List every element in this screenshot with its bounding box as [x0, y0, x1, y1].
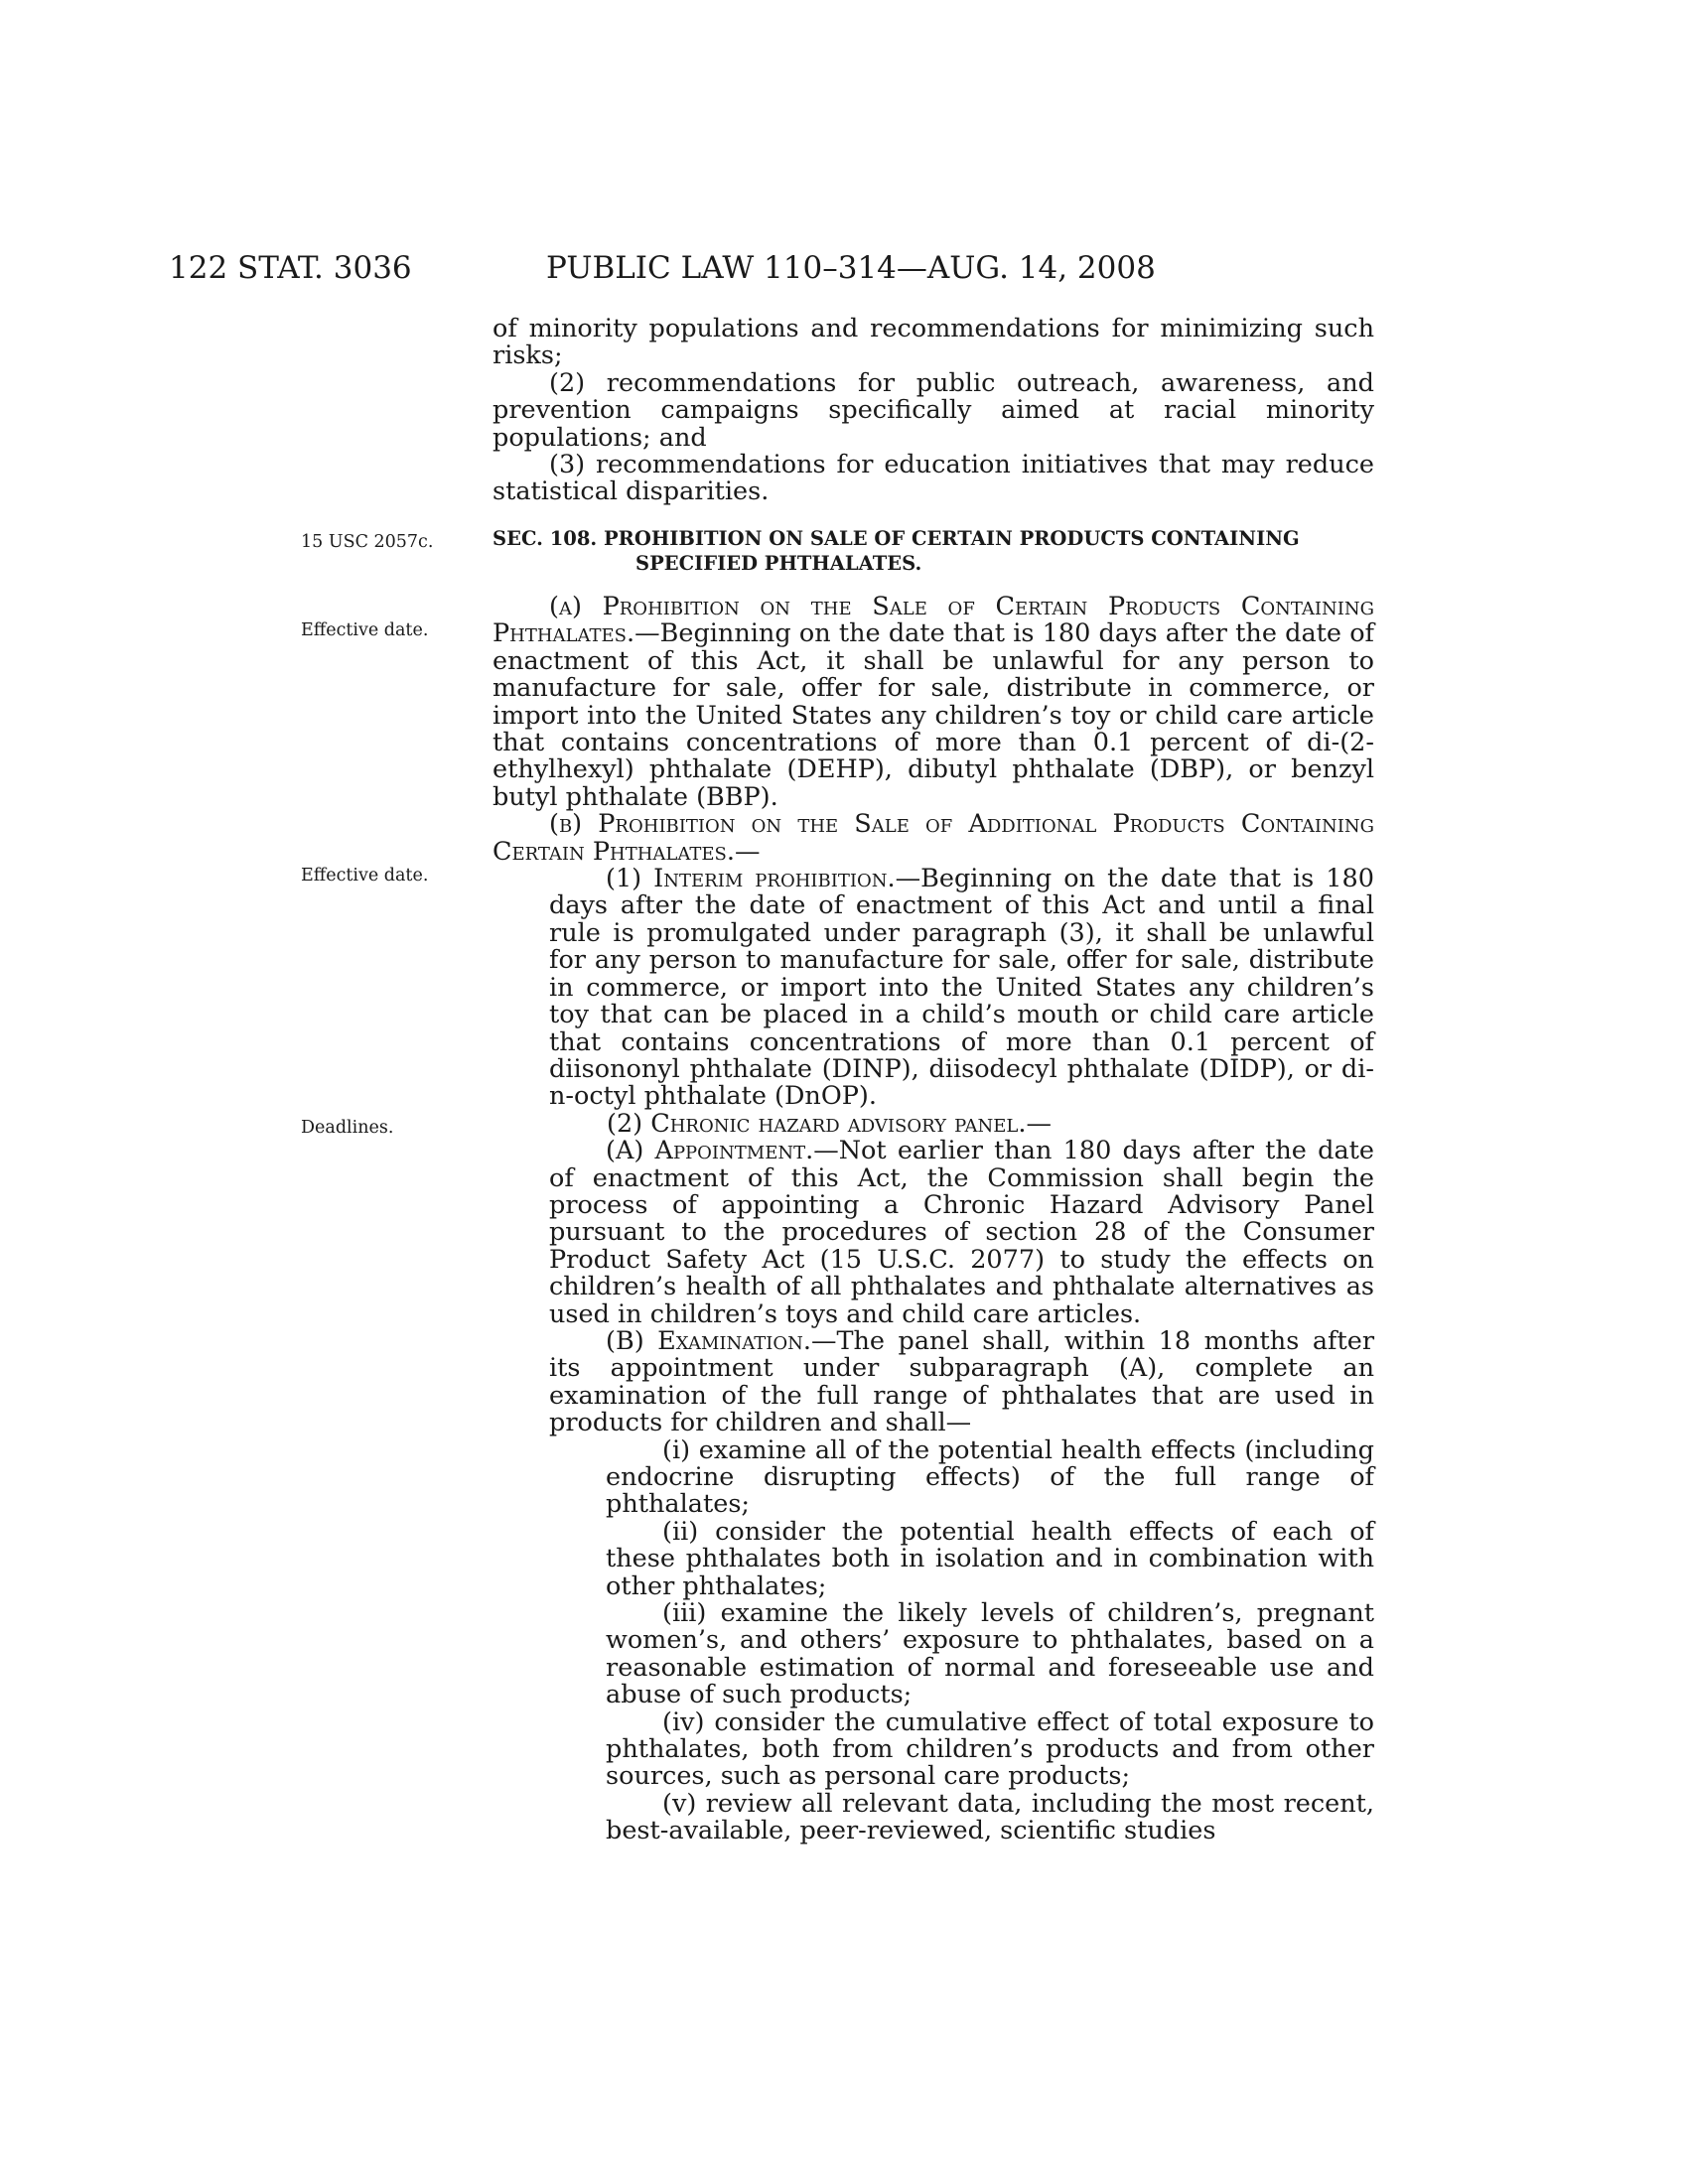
intro-block [492, 316, 1374, 506]
subparagraph-A-heading: (A) Appointment. [606, 1136, 814, 1166]
section-body [492, 594, 1374, 1845]
subparagraph-A-text: —Not earlier than 180 days after the date of enactment of this Act, the Commission shall begin the process of appointing a Chronic Hazard Advisory Panel pursuant to the procedures of section 28 of the Consumer Product Safety Act (15 U.S.C. 2077) to study the effects on children’s health of all phthalates and phthalate alternatives as used in children’s toys and child care articles. [549, 1136, 1374, 1329]
subparagraph-group [549, 1138, 1374, 1845]
paragraph-1-heading: (1) Interim prohibition. [606, 864, 896, 894]
section-title [492, 526, 1374, 576]
intro-paragraph-3: (3) recommendations for education initiatives that may reduce statistical disparities. [492, 450, 1374, 507]
clause-ii: (ii) consider the potential health effects of each of these phthalates both in isolation and in combination with other phthalates; [606, 1516, 1374, 1601]
subparagraph-B [549, 1325, 1375, 1438]
paragraph-1 [492, 866, 1374, 1111]
section-title-line-1: SEC. 108. PROHIBITION ON SALE OF CERTAIN PRODUCTS CONTAINING [492, 527, 1300, 550]
margin-note-effective-date-a: Effective date. [301, 620, 429, 640]
subsection-b [492, 811, 1374, 866]
running-header-title: PUBLIC LAW 110–314—AUG. 14, 2008 [546, 250, 1156, 286]
paragraph-2-heading: (2) Chronic hazard advisory panel. [607, 1108, 1027, 1139]
page-stat-citation: 122 STAT. 3036 [169, 250, 412, 286]
paragraph-2-dash: — [1026, 1108, 1052, 1139]
section-title-line-2: SPECIFIED PHTHALATES. [635, 552, 922, 575]
clause-v: (v) review all relevant data, including the most recent, best-available, peer-reviewed, scientific studies [606, 1788, 1374, 1846]
subsection-b-heading: (b) Prohibition on the Sale of Additional Products Containing Certain Phthalates. [492, 809, 1374, 867]
margin-note-usc: 15 USC 2057c. [301, 532, 434, 552]
margin-note-deadlines: Deadlines. [301, 1118, 394, 1138]
intro-paragraph-2: (2) recommendations for public outreach, awareness, and prevention campaigns specifically aimed at racial minority populations; and [492, 367, 1374, 453]
subparagraph-B-heading: (B) Examination. [606, 1325, 811, 1356]
subsection-a-text: —Beginning on the date that is 180 days after the date of enactment of this Act, it shall be unlawful for any person to manufacture for sale, offer for sale, distribute in commerce, or import into the United States any children’s toy or child care article that contains concentrations of more than 0.1 percent of di-(2-ethylhexyl) phthalate (DEHP), dibutyl phthalate (DBP), or benzyl butyl phthalate (BBP). [492, 618, 1374, 812]
clause-i: (i) examine all of the potential health effects (including endocrine disrupting effects) of the full range of phthalates; [606, 1434, 1374, 1520]
paragraph-2 [492, 1108, 1374, 1139]
paragraph-group [549, 866, 1374, 1111]
subparagraph-B-text: —The panel shall, within 18 months after its appointment under subparagraph (A), complete an examination of the full range of phthalates that are used in products for children and shall— [549, 1325, 1375, 1438]
margin-note-effective-date-b: Effective date. [301, 866, 429, 886]
subsection-b-dash: — [734, 836, 761, 867]
paragraph-1-text: —Beginning on the date that is 180 days after the date of enactment of this Act and until a final rule is promulgated under paragraph (3), it shall be unlawful for any person to manufacture for sale, offer for sale, distribute in commerce, or import into the United States any children’s toy that can be placed in a child’s mouth or child care article that contains concentrations of more than 0.1 percent of diisononyl phthalate (DINP), diisodecyl phthalate (DIDP), or di-n-octyl phthalate (DnOP). [549, 864, 1374, 1112]
clause-iv: (iv) consider the cumulative effect of total exposure to phthalates, both from children’s products and from other sources, such as personal care products; [606, 1706, 1374, 1792]
clause-iii: (iii) examine the likely levels of children’s, pregnant women’s, and others’ exposure to phthalates, based on a reasonable estimation of normal and foreseeable use and abuse of such products; [606, 1598, 1374, 1710]
subsection-a-heading: (a) Prohibition on the Sale of Certain Products Containing Phthalates. [492, 592, 1374, 649]
subsection-a [492, 594, 1374, 811]
clause-group [606, 1434, 1374, 1846]
intro-paragraph-1: of minority populations and recommendations for minimizing such risks; [492, 314, 1374, 371]
subparagraph-A [549, 1138, 1374, 1328]
